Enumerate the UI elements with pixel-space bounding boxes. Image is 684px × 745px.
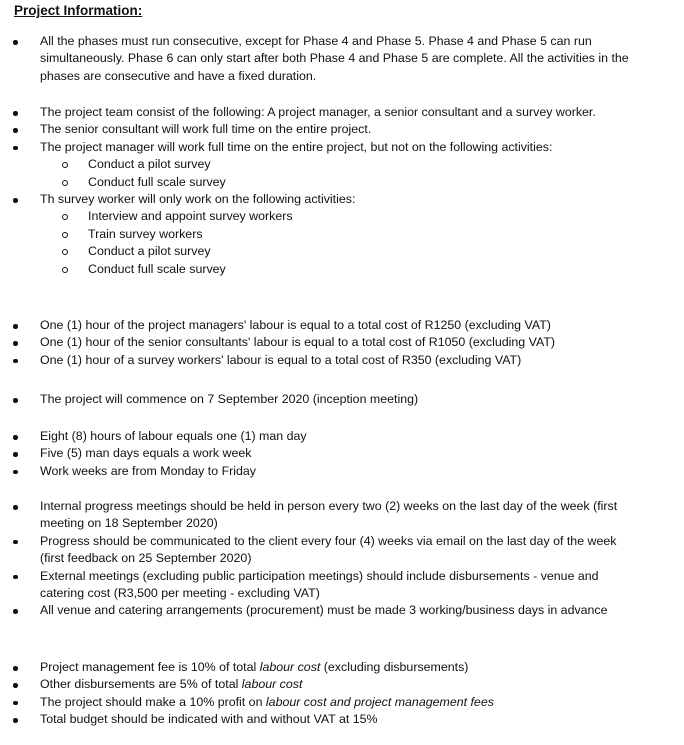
phase-rules-section: [0, 33, 640, 85]
bullet-commencement: The project will commence on 7 September 2020 (inception meeting): [0, 391, 640, 408]
bullet-pm-rate: One (1) hour of the project managers' labour is equal to a total cost of R1250 (excluding VAT): [0, 317, 640, 334]
meetings-section: [0, 498, 640, 620]
bullet-external-meetings: External meetings (excluding public participation meetings) should include disbursements - venue and catering cost (R3,500 per meeting - excluding VAT): [0, 568, 640, 603]
bullet-management-fee: Project management fee is 10% of total labour cost (excluding disbursements): [0, 659, 640, 676]
sub-bullet-item: Conduct a pilot survey: [0, 156, 640, 173]
bullet-work-days: Work weeks are from Monday to Friday: [0, 463, 640, 480]
bullet-team-composition: The project team consist of the following: A project manager, a senior consultant and a survey worker.: [0, 104, 640, 121]
bullet-project-manager: The project manager will work full time on the entire project, but not on the following activities:: [0, 139, 640, 156]
bullet-consultant-rate: One (1) hour of the senior consultants' labour is equal to a total cost of R1050 (excluding VAT): [0, 334, 640, 351]
bullet-profit: The project should make a 10% profit on labour cost and project management fees: [0, 694, 640, 711]
commencement-section: [0, 391, 640, 408]
sub-bullet-item: Conduct a pilot survey: [0, 243, 640, 260]
bullet-survey-rate: One (1) hour of a survey workers' labour is equal to a total cost of R350 (excluding VAT): [0, 352, 640, 369]
work-time-section: [0, 428, 640, 480]
sub-bullet-item: Interview and appoint survey workers: [0, 208, 640, 225]
bullet-phase-rules: All the phases must run consecutive, except for Phase 4 and Phase 5. Phase 4 and Phase 5 can run simultaneously. Phase 6 can only start after both Phase 4 and Phase 5 are complete. All the activities in the phases are consecutive and have a fixed duration.: [0, 33, 640, 85]
labour-cost-section: [0, 317, 640, 369]
bullet-man-day: Eight (8) hours of labour equals one (1) man day: [0, 428, 640, 445]
bullet-total-budget: Total budget should be indicated with and without VAT at 15%: [0, 711, 640, 728]
bullet-internal-meetings: Internal progress meetings should be held in person every two (2) weeks on the last day of the week (first meeting on 18 September 2020): [0, 498, 640, 533]
sub-bullet-item: Conduct full scale survey: [0, 261, 640, 278]
bullet-procurement: All venue and catering arrangements (procurement) must be made 3 working/business days in advance: [0, 602, 640, 619]
bullet-client-progress: Progress should be communicated to the client every four (4) weeks via email on the last day of the week (first feedback on 25 September 2020): [0, 533, 640, 568]
bullet-senior-consultant: The senior consultant will work full time on the entire project.: [0, 121, 640, 138]
bullet-work-week: Five (5) man days equals a work week: [0, 445, 640, 462]
sub-bullet-item: Train survey workers: [0, 226, 640, 243]
sub-bullet-item: Conduct full scale survey: [0, 174, 640, 191]
project-team-section: [0, 104, 640, 278]
bullet-survey-worker: Th survey worker will only work on the following activities:: [0, 191, 640, 208]
bullet-other-disbursements: Other disbursements are 5% of total labour cost: [0, 676, 640, 693]
fees-section: [0, 659, 640, 729]
page-title: Project Information:: [14, 3, 143, 18]
